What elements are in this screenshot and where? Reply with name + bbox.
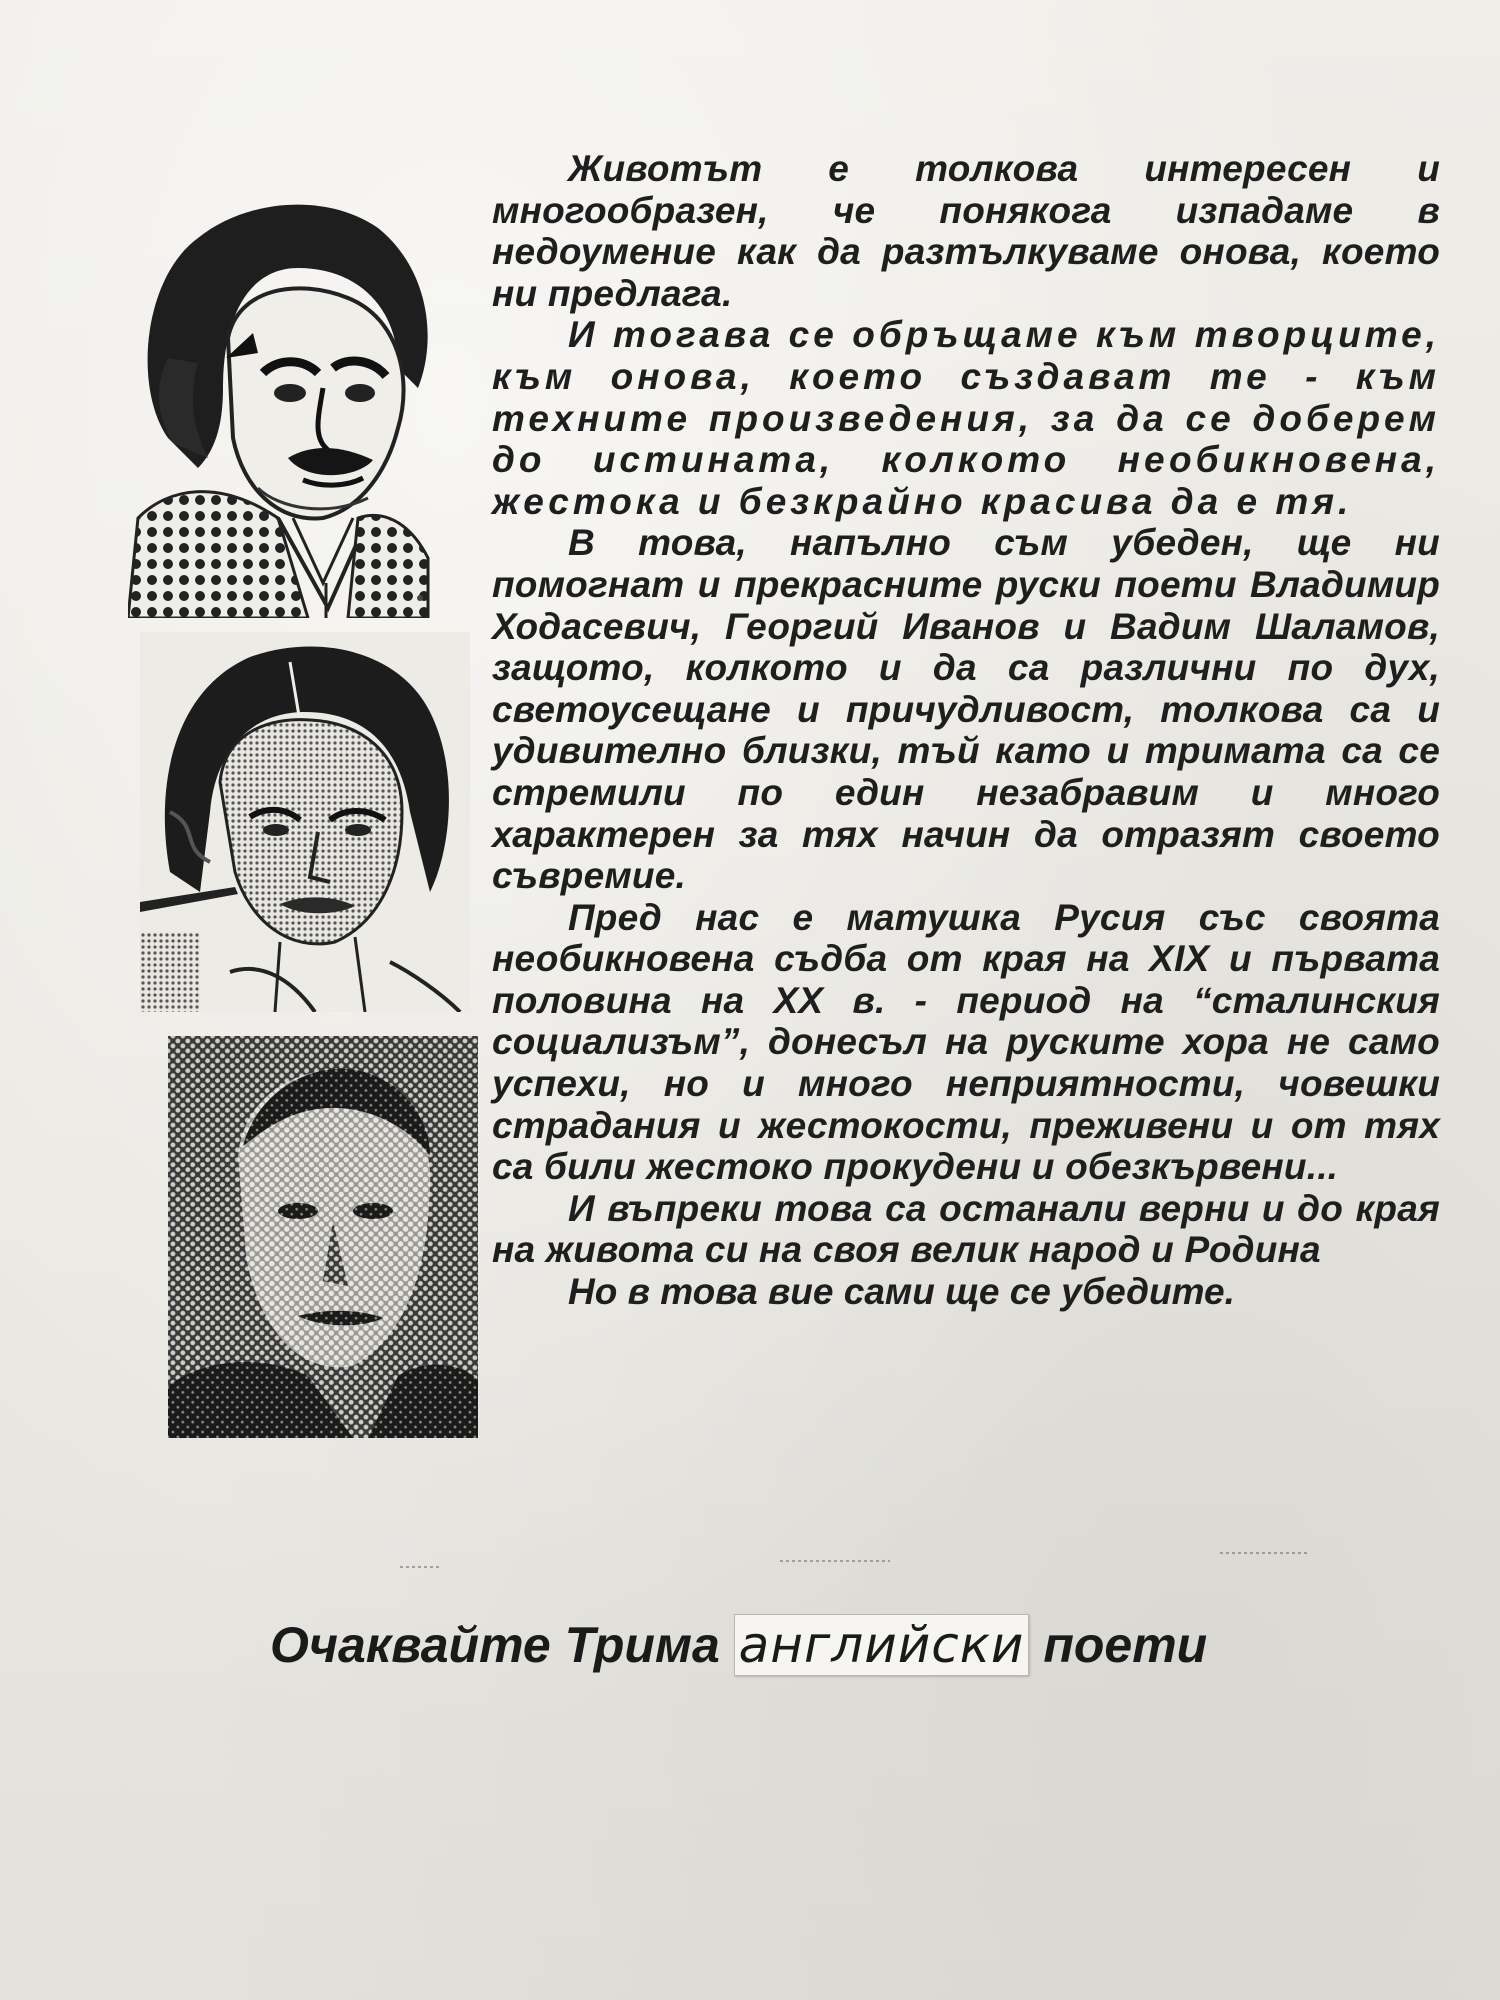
announcement-line (270, 1614, 1410, 1676)
halftone-photo-portrait-icon (168, 1036, 478, 1438)
announcement-suffix: поети (1043, 1617, 1208, 1673)
closing-line: Но в това вие сами ще се убедите. (568, 1271, 1235, 1313)
paragraph-4: Пред нас е матушка Русия със своята необикновена съдба от края на XIX и първата половина на XX в. - период на “сталинския социализъм”, донесъл на руските хора не само успехи, но и много неприятности, човешки страдания и жестокости, преживени и от тях са били жестоко прокудени и обезкървени... (492, 896, 1440, 1188)
article-body (492, 148, 1440, 1313)
caricature-portrait-icon (128, 188, 446, 618)
announcement-prefix: Очаквайте Трима (270, 1617, 720, 1673)
sketch-portrait-icon (140, 632, 470, 1012)
scan-artifact (1220, 1552, 1310, 1554)
paragraph-1: Животът е толкова интересен и многообразен, че понякога изпадаме в недоумение как да разтълкуваме онова, което ни предлага. (492, 148, 1440, 314)
paragraph-5: И въпреки това са останали верни и до края на живота си на своя велик народ и Родина (492, 1187, 1440, 1271)
paragraph-2: И тогава се обръщаме към творците, към онова, което създават те - към техните произведения, за да се доберем до истината, колкото необикновена, жестока и безкрайно красива да е тя. (492, 314, 1440, 522)
pasted-word-label: английски (734, 1614, 1030, 1676)
paragraph-3: В това, напълно съм убеден, ще ни помогнат и прекрасните руски поети Владимир Ходасевич, Георгий Иванов и Вадим Шаламов, защото, колкото и да са различни по дух, светоусещане и причудливост, толкова са и удивително близки, тъй като и тримата са се стремили по един незабравим и много характерен за тях начин да отразят своето съвремие. (492, 522, 1440, 897)
scan-artifact (780, 1560, 890, 1562)
scan-artifact (400, 1566, 440, 1568)
